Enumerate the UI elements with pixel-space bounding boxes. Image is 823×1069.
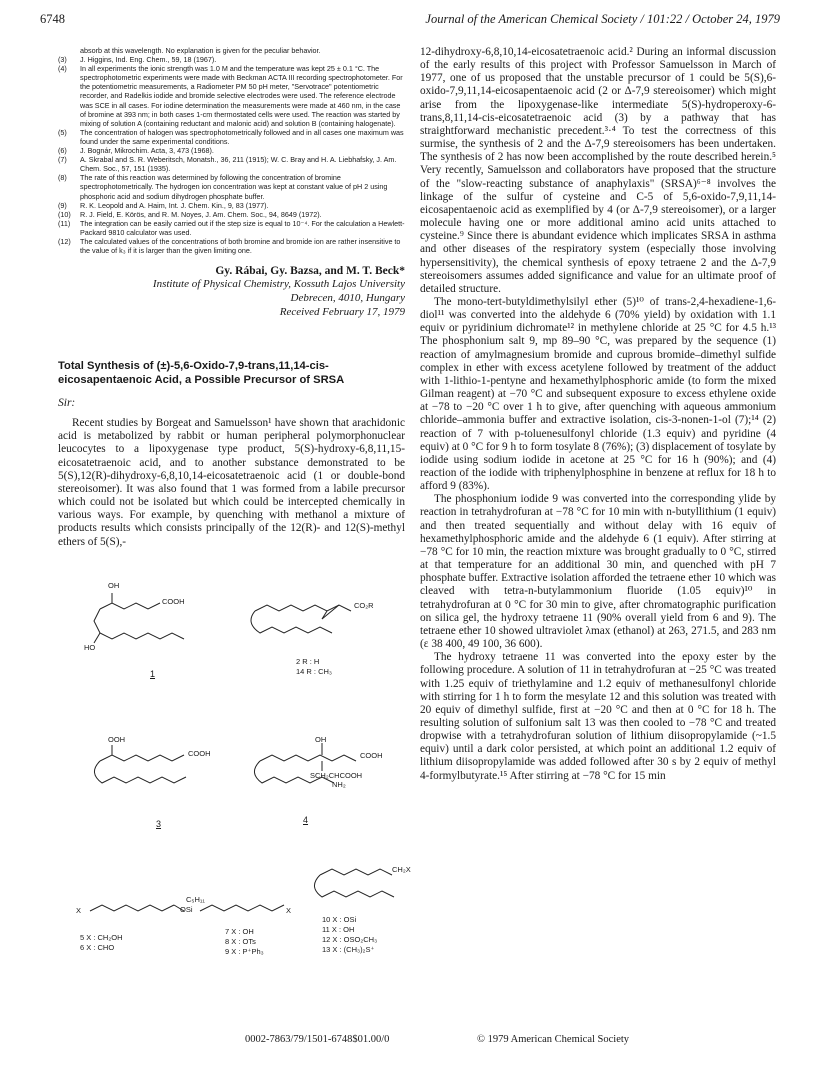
label-nh2: NH₂ [332, 780, 346, 789]
compound-label: 13 X : (CH₃)₂S⁺ [322, 945, 375, 954]
right-column [420, 46, 776, 783]
footnote-number: (10) [58, 209, 71, 219]
footnote [58, 201, 405, 210]
received-date: Received February 17, 1979 [279, 306, 405, 319]
footnote-text: The integration can be easily carried out if the step size is equal to 10⁻⁴. For the calculation a Hewlett-Packard 9810 calculator was used. [80, 218, 405, 237]
label-c5h11: C₅H₁₁ [186, 895, 205, 904]
label-co2r: CO₂R [354, 601, 374, 610]
label-osi: OSi [180, 905, 193, 914]
footnote [58, 64, 405, 128]
author-list: Gy. Rábai, Gy. Bazsa, and M. T. Beck* [215, 265, 405, 278]
footnote-text: In all experiments the ionic strength was 1.0 M and the temperature was kept 25 ± 0.1 °C. The spectrophotometric experiments were made with Beckman ACTA III recording spectrophotometer. For the potentiometric measurements, a Radiometer PM 50 pH meter, "Servotrace" potentiometric recorder, and Radelkis iodide and bromide selective electrodes were used. The reference electrode was SCE in all cases. For iodine determination the measurements were made at 460 nm, in the case of bromine at 393 nm; in both cases 1-cm thermostated cells were used. The reaction was started by mixing of solution A (containing reductant and malonic acid) and solution B (containing halogenate). [80, 64, 403, 128]
label-oh: OH [108, 581, 120, 590]
affiliation [58, 277, 405, 305]
left-column [58, 46, 405, 549]
footnote-text: A. Skrabal and S. R. Weberitsch, Monatsh., 36, 211 (1915); W. C. Bray and H. A. Liebhafsky, J. Am. Chem. Soc., 57, 151 (1935). [80, 155, 397, 174]
compound-label: 10 X : OSi [322, 915, 357, 924]
compound-label: 3 [156, 819, 162, 829]
paragraph: 12-dihydroxy-6,8,10,14-eicosatetraenoic acid.² During an informal discussion of the early results of this project with Professor Samuelsson in March of 1977, one of us proposed that the unstable precursor of 1 could be 5(S),6-oxido-7,9,11,14-eicosapentaenoic acid (2 or Δ-7,9 stereoisomer) which might arise from the lipoxygenase-like intermediate 5(S)-hydroperoxy-6-trans,8,11,14-cis-eicosatetraenoic acid (3) by a pathway that has straightforward mechanistic precedent.³·⁴ To test the correctness of this surmise, the synthesis of 2 and the Δ-7,9 stereoisomers has been undertaken. The synthesis of 2 has now been accomplished by the route described herein.⁵ Very recently, Samuelsson and collaborators have proposed that the structure of the "slow-reacting substance of anaphylaxis" (SRSA)⁶⁻⁸ involves the linkage of the sulfur of cysteine and C-5 of 5,6-oxido-7,9,11,14-eicosapentaenoic acid as exemplified by 4 (or Δ-7,9 stereoisomer), or a larger molecule having one or more additional amino acid units attached to cysteine.⁹ Since there is abundant evidence which implicates SRSA in asthma and other diseases of the respiratory system (especially those involving hypersensitivity), the chemical synthesis of epoxy tetraene 2 and the Δ-7,9 stereoisomers assumes added significance and value for an ultimate proof of detailed structure. [420, 46, 776, 295]
footnote-text: R. J. Field, E. Körös, and R. M. Noyes, J. Am. Chem. Soc., 94, 8649 (1972). [80, 209, 322, 219]
footnote-number: (3) [58, 55, 67, 65]
footnote-continuation: absorb at this wavelength. No explanation is given for the peculiar behavior. [80, 46, 321, 55]
copyright: © 1979 American Chemical Society [477, 1034, 630, 1045]
footnote-text: The rate of this reaction was determined by following the concentration of bromine spectrophotometrically. The hydrogen ion concentration was kept at constant value of pH 2 using phosphoric acid and sodium dihydrogen phosphate buffer. [80, 173, 388, 201]
label-sch: SCH₂CHCOOH [310, 771, 363, 780]
compound-label: 6 X : CHO [80, 943, 115, 952]
page-number: 6748 [40, 12, 65, 26]
footnote-text: The calculated values of the concentrations of both bromine and bromide ion are rather insensitive to the value of k₃ if it is larger than the given limiting one. [80, 236, 401, 256]
label-oh: OH [315, 735, 327, 744]
compound-label: 14 R : CH₃ [296, 667, 332, 676]
compound-label: 2 R : H [296, 657, 320, 666]
footnote [58, 128, 405, 146]
affiliation-city: Debrecen, 4010, Hungary [290, 292, 405, 305]
footnote [58, 173, 405, 200]
paragraph: The phosphonium iodide 9 was converted into the corresponding ylide by reaction in tetrahydrofuran at −78 °C for 10 min with n-butyllithium (1 equiv) and then treated sequentially and without delay with 16 equiv of hexamethylphosphoric amide and the aldehyde 6 (1 equiv). After stirring at −78 °C for 10 min, the reaction mixture was brought gradually to 0 °C, stirred at that temperature for an additional 30 min, and quenched with pH 7 phosphate buffer. Extractive isolation afforded the tetraene ether 10 which was cleaved with tetra-n-butylammonium fluoride (1.05 equiv)¹⁰ in tetrahydrofuran at 0 °C for 30 min to give, after chromatographic purification on silica gel, the hydroxy tetraene 11 (90% overall yield from 6 and 9). The tetraene ether 10 showed ultraviolet λmax (ethanol) at 263, 271.5, and 283 nm (ε 38 400, 49 100, 36 600). [420, 493, 776, 651]
compound-label: 1 [150, 669, 156, 679]
journal-citation: Journal of the American Chemical Society / 101:22 / October 24, 1979 [425, 12, 780, 26]
label-x: X [286, 906, 292, 915]
footnote-number: (4) [58, 64, 67, 74]
article-code: 0002-7863/79/1501-6748$01.00/0 [245, 1034, 390, 1045]
compound-label: 8 X : OTs [225, 937, 256, 946]
footnote-text: The concentration of halogen was spectrophotometrically followed and in all cases one maximum was found under the same experimental conditions. [80, 127, 404, 146]
article-title: Total Synthesis of (±)-5,6-Oxido-7,9-trans,11,14-cis-eicosapentaenoic Acid, a Possible Precursor of SRSA [58, 360, 345, 386]
footnote [58, 55, 405, 64]
label-cooh: COOH [162, 597, 185, 606]
footnote-number: (11) [58, 218, 71, 228]
structure-drawings [60, 575, 410, 1025]
footnote-number: (8) [58, 173, 67, 183]
label-cooh: COOH [360, 751, 383, 760]
footnote-number: (9) [58, 200, 67, 210]
label-cooh: COOH [188, 749, 211, 758]
footnote [58, 237, 405, 255]
footnote-number: (7) [58, 155, 67, 165]
paragraph: Recent studies by Borgeat and Samuelsson¹ have shown that arachidonic acid is metabolized by rabbit or human peripheral polymorphonuclear leucocytes to a lipoxygenase type product, 5(S)-hydroxy-6,8,11,15-eicosatetraenoic acid, and to another substance demonstrated to be 5(S),12(R)-dihydroxy-6,8,10,14-eicosatetraenoic acid (1 or double-bond stereoisomer). It was also found that 1 was formed from a labile precursor which could not be isolated but which could be intercepted chemically in various ways. For example, by quenching with methanol a mixture of products results which consists principally of the 12(R)- and 12(S)-methyl ethers of 5(S),- [58, 417, 405, 548]
footnote [58, 155, 405, 173]
compound-label: 9 X : P⁺Ph₃ [225, 947, 264, 956]
salutation: Sir: [58, 397, 76, 410]
paragraph: The mono-tert-butyldimethylsilyl ether (5)¹⁰ of trans-2,4-hexadiene-1,6-diol¹¹ was converted into the aldehyde 6 (70% yield) by oxidation with 1.1 equiv or pyridinium dichromate¹² in methylene chloride at 25 °C for 4.5 h.¹³ The phosphonium salt 9, mp 89–90 °C, was prepared by the sequence (1) reaction of amylmagnesium bromide and cuprous bromide–dimethyl sulfide complex in ether with excess acetylene followed by treatment of the adduct with 1-lithio-1-pentyne and hexamethylphosphoric amide (to form the mixed Gilman reagent) at −70 °C and subsequent exposure to excess ethylene oxide at −78 to −20 °C over 1 h to give, after quenching with aqueous ammonium chloride–ammonia buffer and extractive isolation, cis-3-nonen-1-ol (7);¹⁴ (2) reaction of 7 with p-toluenesulfonyl chloride (1.3 equiv) and pyridine (4 equiv) at 0 °C for 9 h to form tosylate 8 (76%); (3) displacement of tosylate by iodide using sodium iodide in acetone at 25 °C for 16 h (90%); and (4) reaction of the iodide with triphenylphosphine in benzene at reflux for 18 h to afford 9 (83%). [420, 295, 776, 493]
compound-label: 4 [303, 815, 309, 825]
left-body-text [58, 417, 405, 549]
label-ooh: OOH [108, 735, 126, 744]
compound-label: 12 X : OSO₂CH₃ [322, 935, 378, 944]
footnote [58, 219, 405, 237]
footnote-number: (12) [58, 236, 71, 246]
footnote-text: R. K. Leopold and A. Haim, Int. J. Chem. Kin., 9, 83 (1977). [80, 200, 269, 210]
footnote [58, 146, 405, 155]
compound-label: 7 X : OH [225, 927, 254, 936]
label-x: X [76, 906, 82, 915]
compound-label: 5 X : CH₂OH [80, 933, 123, 942]
running-header [40, 12, 780, 30]
affiliation-institution: Institute of Physical Chemistry, Kossuth Lajos University [152, 278, 405, 291]
label-ho: HO [84, 643, 96, 652]
footnote-text: J. Higgins, Ind. Eng. Chem., 59, 18 (1967). [80, 55, 217, 65]
footnote-text: J. Bognár, Mikrochim. Acta, 3, 473 (1968). [80, 146, 214, 156]
footnote-number: (5) [58, 127, 67, 137]
footnote-number: (6) [58, 146, 67, 156]
chemical-structures-figure [60, 575, 410, 1025]
paragraph: The hydroxy tetraene 11 was converted into the epoxy ester by the following procedure. A solution of 11 in tetrahydrofuran at −25 °C was treated with 1.25 equiv of triethylamine and 1.2 equiv of methanesulfonyl chloride with stirring for 1 h to form the mesylate 12 and this solution was treated with 20 equiv of dimethyl sulfide, first at −20 °C and then at 0 °C for 18 h. The resulting solution of sulfonium salt 13 was then cooled to −78 °C and treated dropwise with a tetrahydrofuran solution of lithium diisopropylamide (~1.5 equiv) until a dark color persisted, at which point an additional 1.2 equiv of lithium diisopropylamide was added followed after 30 s by 2 equiv of methyl 4-formylbutyrate.¹⁵ After stirring at −78 °C for 15 min [420, 651, 776, 782]
footnote [58, 210, 405, 219]
footnotes [58, 46, 405, 255]
label-ch2x: CH₂X [392, 865, 411, 874]
compound-label: 11 X : OH [322, 925, 355, 934]
